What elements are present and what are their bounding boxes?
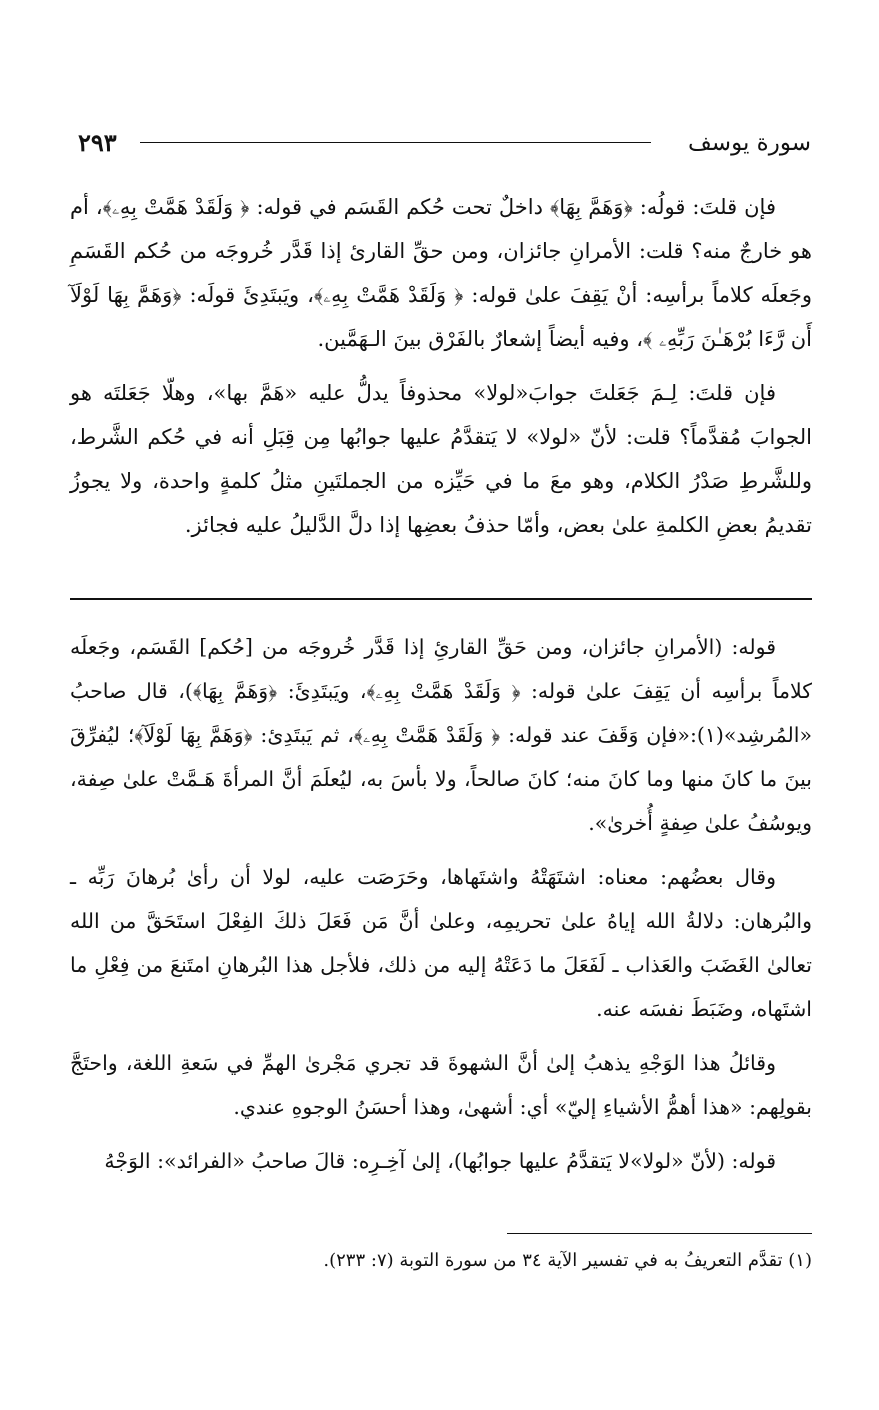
commentary-paragraph-3: وقائلُ هذا الوَجْهِ يذهبُ إلىٰ أنَّ الشهوةَ قد تجري مَجْرىٰ الهمِّ في سَعةِ اللغة، واحتَجَّ بقولِهم: «هذا أهمُّ الأشياءِ إليّ» أي: أشهىٰ، وهذا أحسَنُ الوجوهِ عندي.	[70, 1051, 812, 1119]
main-text	[70, 185, 812, 559]
chapter-title: سورة يوسف	[688, 130, 811, 156]
page-number: ٢٩٣	[78, 128, 117, 157]
commentary-paragraph-2: وقال بعضُهم: معناه: اشتَهَتْهُ واشتَهاها، وحَرَصَت عليه، لولا أن رأىٰ بُرهانَ رَبِّه ـ والبُرهان: دلالةُ الله إياهُ علىٰ تحريمِه، وعلىٰ أنَّ مَن فَعَلَ ذلكَ الفِعْلَ استَحَقَّ من الله تعالىٰ الغَضَبَ والعَذاب ـ لَفَعَلَ ما دَعَتْهُ إليه من ذلك، فلأجل هذا البُرهانِ امتَنعَ من فِعْلِ ما اشتَهاه، وضَبَطَ نفسَه عنه.	[70, 865, 812, 1021]
commentary-paragraph-1: قوله: (الأمرانِ جائزان، ومن حَقِّ القارئِ إذا قَدَّر خُروجَه من [حُكم] القَسَم، وجَعلَه كلاماً برأسِه أن يَقِفَ علىٰ قوله: ﴿ وَلَقَدْ هَمَّتْ بِهِۦ﴾، ويَبتَدِئَ: ﴿وَهَمَّ بِهَا﴾)، قال صاحبُ «المُرشِد»(١):«فإن وَقَفَ عند قوله: ﴿ وَلَقَدْ هَمَّتْ بِهِۦ﴾، ثم يَبتَدِئ: ﴿وَهَمَّ بِهَا لَوْلَآ﴾؛ ليُفرِّقَ بينَ ما كانَ منها وما كانَ منه؛ كانَ صالحاً، ولا بأسَ به، ليُعلَمَ أنَّ المرأةَ هَـمَّتْ علىٰ صِفة، ويوسُفُ علىٰ صِفةٍ أُخرىٰ».	[70, 635, 812, 835]
footnote: (١) تقدَّم التعريفُ به في تفسير الآية ٣٤ من سورة التوبة (٧: ٢٣٣).	[323, 1250, 812, 1271]
footnote-rule	[507, 1233, 812, 1234]
header-rule	[140, 142, 651, 143]
commentary-text	[70, 625, 812, 1193]
commentary-paragraph-4: قوله: (لأنّ «لولا»لا يَتقدَّمُ عليها جوابُها)، إلىٰ آخِـرِه: قالَ صاحبُ «الفرائد»: الوَجْهُ	[104, 1149, 776, 1173]
running-header	[78, 128, 811, 162]
main-paragraph-1: فإن قلتَ: قولُه: ﴿وَهَمَّ بِهَا﴾ داخلٌ تحت حُكم القَسَم في قوله: ﴿ وَلَقَدْ هَمَّتْ بِهِۦ﴾، أم هو خارجٌ منه؟ قلت: الأمرانِ جائزان، ومن حقِّ القارئ إذا قَدَّر خُروجَه من حُكم القَسَمِ وجَعلَه كلاماً برأسِه: أنْ يَقِفَ علىٰ قوله: ﴿ وَلَقَدْ هَمَّتْ بِهِۦ﴾، ويَبتَدِئَ قولَه: ﴿وَهَمَّ بِهَا لَوْلَآ أَن رَّءَا بُرْهَـٰنَ رَبِّهِۦ ﴾، وفيه أيضاً إشعارٌ بالفَرْق بينَ الـهَمَّين.	[70, 195, 812, 351]
commentary-divider	[70, 598, 812, 600]
main-paragraph-2: فإن قلتَ: لِـمَ جَعَلتَ جوابَ«لولا» محذوفاً يدلُّ عليه «هَمَّ بها»، وهلّا جَعَلتَه هو الجوابَ مُقدَّماً؟ قلت: لأنّ «لولا» لا يَتقدَّمُ عليها جوابُها مِن قِبَلِ أنه في حُكم الشَّرط، وللشَّرطِ صَدْرُ الكلام، وهو معَ ما في حَيِّزه من الجملتَينِ مثلُ كلمةٍ واحدة، ولا يجوزُ تقديمُ بعضِ الكلمةِ علىٰ بعض، وأمّا حذفُ بعضِها إذا دلَّ الدَّليلُ عليه فجائز.	[70, 381, 812, 537]
